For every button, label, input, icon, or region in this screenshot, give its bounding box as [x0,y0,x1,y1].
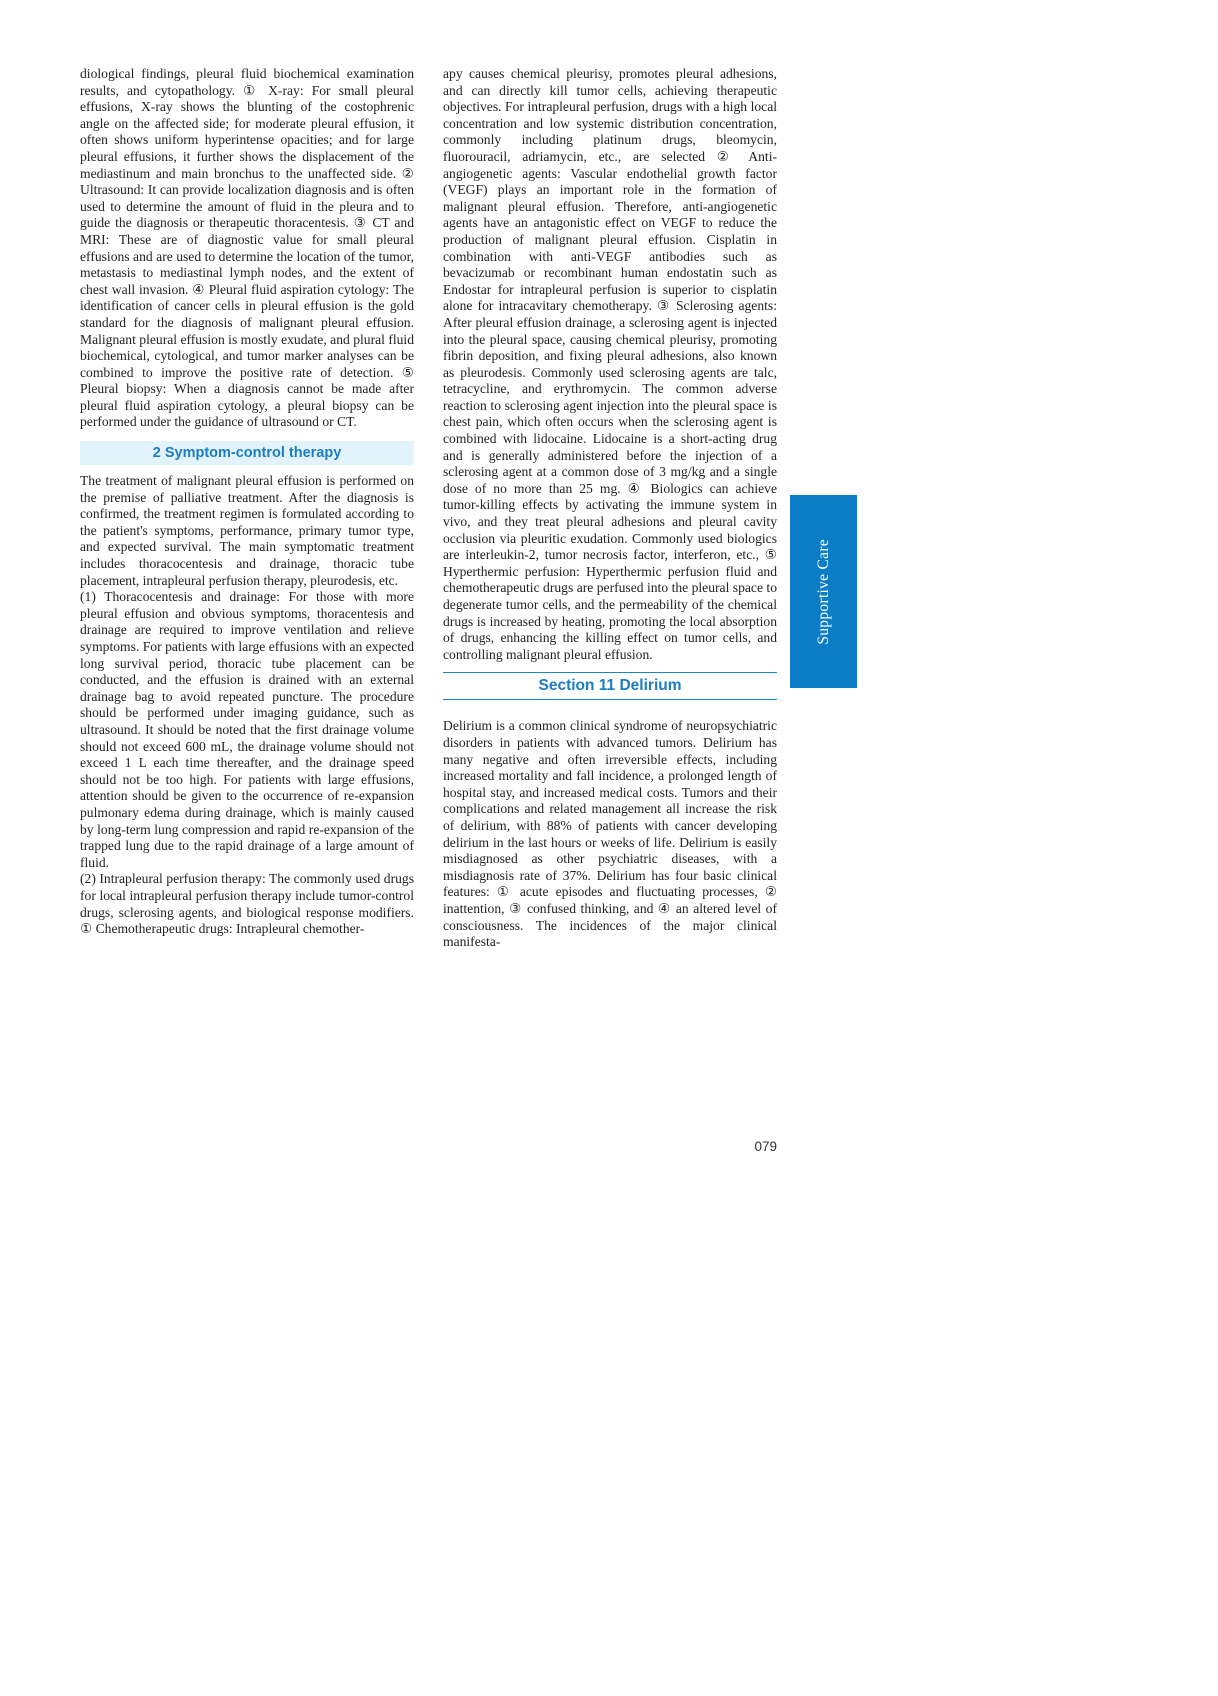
section-heading-symptom-control: 2 Symptom-control therapy [80,441,414,465]
paragraph-treatment-overview: The treatment of malignant pleural effusion is performed on the premise of palliative treatment. After the diagnosis is confirmed, the treatment regimen is formulated according to the patient's symptoms, performance, primary tumor type, and expected survival. The main symptomatic treatment includes thoracocentesis and drainage, thoracic tube placement, intrapleural perfusion therapy, pleurodesis, etc. [80,473,414,588]
paragraph-intrapleural-perfusion: (2) Intrapleural perfusion therapy: The commonly used drugs for local intrapleural perfusion therapy include tumor-control drugs, sclerosing agents, and biological response modifiers. ① Chemotherapeutic drugs: Intrapleural chemother- [80,871,414,937]
paragraph-thoracocentesis: (1) Thoracocentesis and drainage: For those with more pleural effusion and obvious symptoms, thoracentesis and drainage are required to improve ventilation and relieve symptoms. For patients with large effusions with an expected long survival period, thoracic tube placement can be conducted, and the effusion is drained with an external drainage bag to avoid repeated puncture. The procedure should be performed under imaging guidance, such as ultrasound. It should be noted that the first drainage volume should not exceed 600 mL, the drainage volume should not exceed 1 L each time thereafter, and the drainage speed should not be too high. For patients with large effusions, attention should be given to the occurrence of re-expansion pulmonary edema during drainage, which is mainly caused by long-term lung compression and rapid re-expansion of the trapped lung due to the rapid drainage of a large amount of fluid. [80,589,414,870]
left-column [80,66,414,938]
paragraph-delirium: Delirium is a common clinical syndrome of neuropsychiatric disorders in patients with advanced tumors. Delirium has many negative and often irreversible effects, including increased mortality and fall incidence, a prolonged length of hospital stay, and increased medical costs. Tumors and their complications and related management all increase the risk of delirium, with 88% of patients with cancer developing delirium in the last hours or weeks of life. Delirium is easily misdiagnosed as other psychiatric diseases, with a misdiagnosis rate of 37%. Delirium has four basic clinical features: ① acute episodes and fluctuating processes, ② inattention, ③ confused thinking, and ④ an altered level of consciousness. The incidences of the major clinical manifesta- [443,718,777,950]
paragraph-perfusion-agents: apy causes chemical pleurisy, promotes pleural adhesions, and can directly kill tumor cells, achieving therapeutic objectives. For intrapleural perfusion, drugs with a high local concentration and low systemic distribution concentration, commonly including platinum drugs, bleomycin, fluorouracil, adriamycin, etc., are selected ② Anti-angiogenetic agents: Vascular endothelial growth factor (VEGF) plays an important role in the formation of malignant pleural effusion. Therefore, anti-angiogenetic agents have an antagonistic effect on VEGF to reduce the production of malignant pleural effusion. Cisplatin in combination with anti-VEGF antibodies such as bevacizumab or recombinant human endostatin such as Endostar for intrapleural perfusion is superior to cisplatin alone for intracavitary chemotherapy. ③ Sclerosing agents: After pleural effusion drainage, a sclerosing agent is injected into the pleural space, causing chemical pleurisy, promoting fibrin deposition, and fixing pleural adhesions, also known as pleurodesis. Commonly used sclerosing agents are talc, tetracycline, and erythromycin. The common adverse reaction to sclerosing agent injection into the pleural space is chest pain, which often occurs when the sclerosing agent is combined with lidocaine. Lidocaine is a short-acting drug and is generally administered before the injection of a sclerosing agent at a common dose of 3 mg/kg and a single dose of no more than 25 mg. ④ Biologics can achieve tumor-killing effects by activating the immune system in vivo, and they treat pleural adhesions and pleural cavity occlusion via pleuritic exudation. Commonly used biologics are interleukin-2, tumor necrosis factor, interferon, etc., ⑤ Hyperthermic perfusion: Hyperthermic perfusion fluid and chemotherapeutic drugs are perfused into the pleural space to degenerate tumor cells, and the permeability of the chemical drugs is increased by heating, promoting the local absorption of drugs, enhancing the killing effect on tumor cells, and controlling malignant pleural effusion. [443,66,777,662]
page-number: 079 [754,1139,777,1154]
section-heading-delirium: Section 11 Delirium [443,672,777,700]
right-column [443,66,777,951]
chapter-side-tab [790,495,857,688]
paragraph-diagnostic-methods: diological findings, pleural fluid biochemical examination results, and cytopathology. ① X-ray: For small pleural effusions, X-ray shows the blunting of the costophrenic angle on the affected side; for moderate pleural effusion, it often shows uniform hyperintense opacities; and for large pleural effusions, it further shows the displacement of the mediastinum and main bronchus to the unaffected side. ② Ultrasound: It can provide localization diagnosis and is often used to determine the amount of fluid in the pleura and to guide the diagnosis or therapeutic thoracentesis. ③ CT and MRI: These are of diagnostic value for small pleural effusions and are used to determine the location of the tumor, metastasis to mediastinal lymph nodes, and the extent of chest wall invasion. ④ Pleural fluid aspiration cytology: The identification of cancer cells in pleural effusion is the gold standard for the diagnosis of malignant pleural effusion. Malignant pleural effusion is mostly exudate, and plural fluid biochemical, cytological, and tumor marker analyses can be combined to improve the positive rate of detection. ⑤ Pleural biopsy: When a diagnosis cannot be made after pleural fluid aspiration cytology, a pleural biopsy can be performed under the guidance of ultrasound or CT. [80,66,414,430]
side-tab-label: Supportive Care [814,538,832,645]
